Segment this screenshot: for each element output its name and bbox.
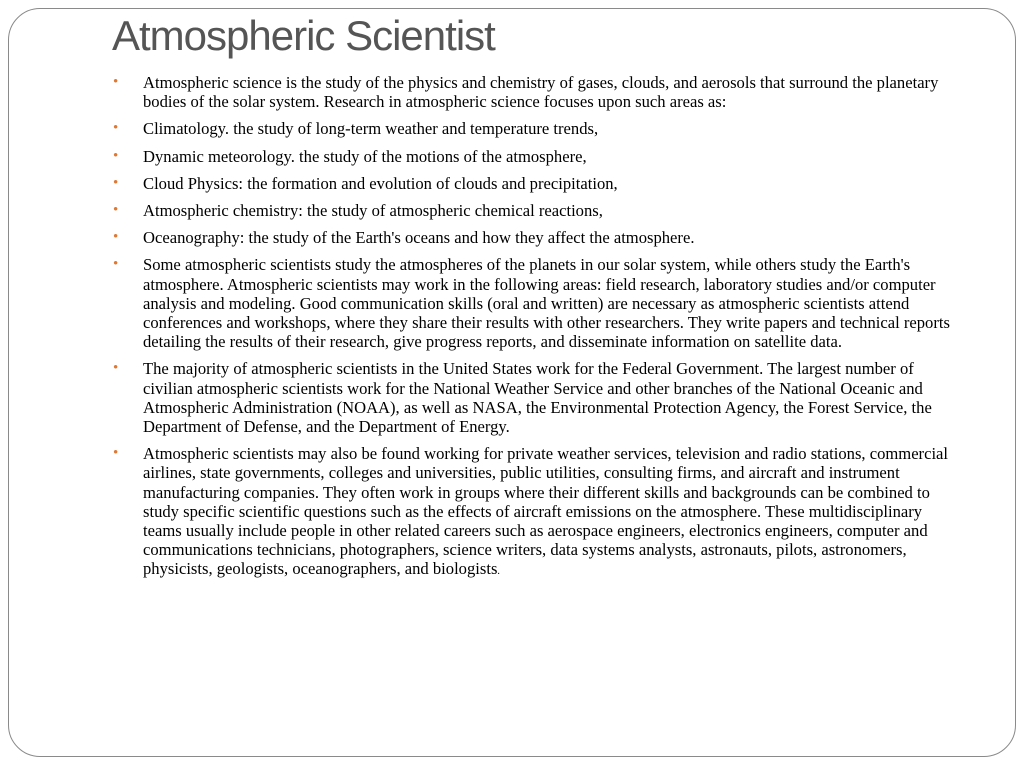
list-item	[113, 73, 963, 112]
bullet-text: Oceanography: the study of the Earth's oceans and how they affect the atmosphere.	[143, 228, 695, 248]
slide-title: Atmospheric Scientist	[112, 10, 501, 62]
bullet-dot-icon: •	[113, 74, 119, 90]
bullet-dot-icon: •	[113, 360, 119, 377]
trailing-period: .	[497, 566, 500, 578]
list-item	[113, 201, 963, 221]
list-item	[113, 146, 963, 166]
bullet-text: Cloud Physics: the formation and evolution of clouds and precipitation,	[143, 173, 618, 193]
bullet-dot-icon: •	[113, 256, 119, 273]
list-item	[113, 444, 963, 581]
list-item	[113, 359, 963, 437]
list-item	[113, 228, 963, 248]
bullet-text: Dynamic meteorology. the study of the motions of the atmosphere,	[143, 146, 587, 166]
list-item	[113, 119, 963, 139]
bullet-text: Atmospheric chemistry: the study of atmospheric chemical reactions,	[143, 201, 603, 221]
bullet-text: Climatology. the study of long-term weather and temperature trends,	[143, 119, 599, 139]
bullet-text: Some atmospheric scientists study the atmospheres of the planets in our solar system, while others study the Earth's atmosphere. Atmospheric scientists may work in the following areas: field research, laboratory studies and/or computer analysis and modeling. Good communication skills (oral and written) are necessary as atmospheric scientists attend conferences and workshops, where they share their results with other researchers. They write papers and technical reports detailing the results of their research, give progress reports, and disseminate information on satellite data.	[143, 255, 950, 352]
bullet-dot-icon: •	[113, 120, 119, 137]
bullet-dot-icon: •	[113, 229, 119, 246]
list-item	[113, 255, 963, 352]
bullet-text: Atmospheric scientists may also be found working for private weather services, television and radio stations, commercial airlines, state governments, colleges and universities, public utilities, consulting firms, and aircraft and instrument manufacturing companies. They often work in groups where their different skills and backgrounds can be combined to study specific scientific questions such as the effects of aircraft emissions on the atmosphere. These multidisciplinary teams usually include people in other related careers such as aerospace engineers, electronics engineers, computer and communications technicians, photographers, science writers, data systems analysts, astronauts, pilots, astronomers, physicists, geologists, oceanographers, and biologists	[143, 444, 949, 579]
bullet-text: Atmospheric science is the study of the physics and chemistry of gases, clouds, and aerosols that surround the planetary bodies of the solar system. Research in atmospheric science focuses upon such areas as:	[143, 73, 939, 112]
bullet-dot-icon: •	[113, 202, 119, 219]
list-item	[113, 173, 963, 193]
bullet-list	[113, 73, 963, 590]
bullet-dot-icon: •	[113, 174, 119, 191]
bullet-dot-icon: •	[113, 147, 119, 164]
bullet-dot-icon: •	[113, 445, 119, 462]
bullet-text: The majority of atmospheric scientists in the United States work for the Federal Government. The largest number of civilian atmospheric scientists work for the National Weather Service and other branches of the National Oceanic and Atmospheric Administration (NOAA), as well as NASA, the Environmental Protection Agency, the Forest Service, the Department of Defense, and the Department of Energy.	[143, 359, 932, 437]
